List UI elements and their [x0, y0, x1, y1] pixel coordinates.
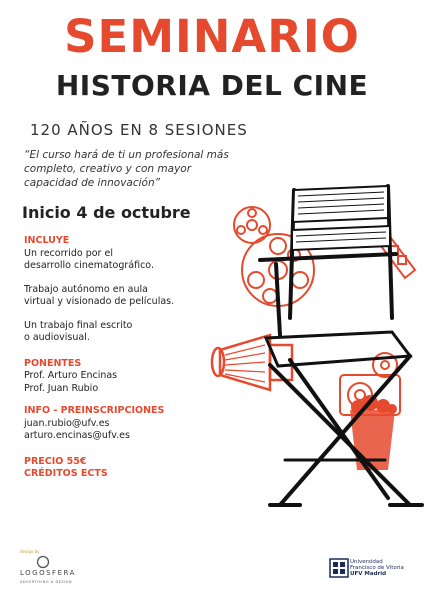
contact-email[interactable]: juan.rubio@ufv.es — [24, 417, 110, 429]
info-column — [24, 235, 224, 481]
includes-item-line: Un trabajo final escrito — [24, 319, 133, 331]
credits: CRÉDITOS ECTS — [24, 468, 108, 479]
second-reel-icon — [234, 207, 270, 243]
logo-credit: design by — [20, 549, 40, 554]
includes-item-line: Trabajo autónomo en aula — [24, 283, 148, 295]
logosfera-name: LOGOSFERA — [20, 569, 76, 577]
tagline: 120 AÑOS EN 8 SESIONES — [30, 121, 248, 139]
directors-chair-illustration — [200, 160, 424, 520]
megaphone-icon — [212, 335, 292, 390]
includes-item-line: virtual y visionado de películas. — [24, 296, 175, 307]
contact-email[interactable]: arturo.encinas@ufv.es — [24, 430, 130, 441]
includes-item-line: Un recorrido por el — [24, 247, 113, 259]
price: PRECIO 55€ — [24, 455, 87, 467]
speaker-name: Prof. Juan Rubio — [24, 382, 99, 394]
logosfera-tagline: ADVERTISING & DESIGN — [20, 580, 73, 584]
speaker-name: Prof. Arturo Encinas — [24, 370, 118, 381]
speakers-heading: PONENTES — [24, 357, 82, 369]
quote-line: completo, creativo y con mayor — [24, 163, 192, 175]
ufv-name-line: Francisco de Vitoria — [350, 565, 404, 571]
page-subtitle: HISTORIA DEL CINE — [55, 69, 369, 102]
quote-line: “El curso hará de ti un profesional más — [24, 149, 229, 161]
chair-back-canvas — [292, 186, 390, 250]
logosfera-circle-icon — [38, 557, 49, 568]
page-title: SEMINARIO — [64, 10, 360, 63]
quote-line: capacidad de innovación” — [24, 177, 161, 189]
contact-heading: INFO - PREINSCRIPCIONES — [24, 405, 165, 416]
includes-item-line: desarrollo cinematográfico. — [24, 260, 154, 271]
includes-heading: INCLUYE — [24, 235, 70, 246]
ufv-emblem-icon — [330, 559, 348, 577]
start-date: Inicio 4 de octubre — [22, 203, 191, 222]
includes-item-line: o audiovisual. — [24, 332, 90, 343]
ufv-name-line: UFV Madrid — [350, 571, 387, 577]
ufv-name-line: Universidad — [350, 559, 383, 565]
